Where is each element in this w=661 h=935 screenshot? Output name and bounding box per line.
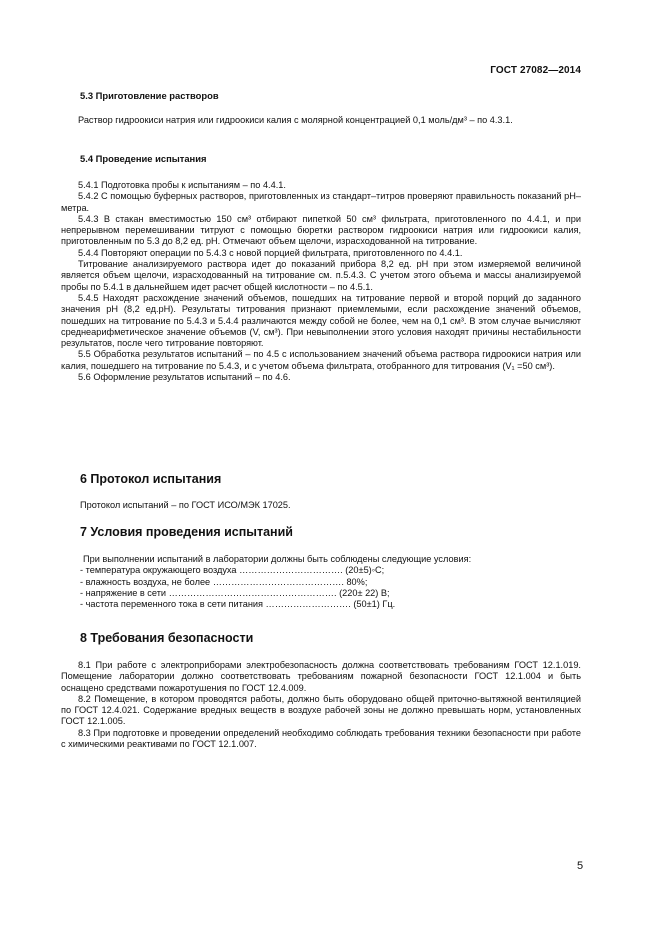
paragraph: 5.4.3 В стакан вместимостью 150 см³ отбирают пипеткой 50 см³ фильтрата, приготовленного по 4.4.1, и при непрерывном перемешивании титруют с помощью бюретки раствором гидроокиси натрия или гидроокиси калия, приготовленным по 5.3 до 8,2 ед. рН. Отмечают объем щелочи, израсходованной на титрование. [61, 213, 581, 247]
section-5-4-title [80, 153, 580, 165]
section-7-heading: 7 Условия проведения испытаний [80, 525, 293, 539]
conditions-intro: При выполнении испытаний в лаборатории должны быть соблюдены следующие условия: [83, 554, 472, 564]
section-5-3-body [61, 115, 581, 126]
paragraph: Титрование анализируемого раствора идет до показаний прибора 8,2 ед. рН при этом измеряемой величиной является объем щелочи, израсходованный на титрование см. п.5.4.3. С учетом этого объема и массы анализируемой пробы по 5.4.1 в дальнейшем идет расчет общей кислотности – по 4.5.1. [61, 259, 581, 292]
paragraph: 5.4.1 Подготовка пробы к испытаниям – по 4.4.1. [78, 180, 286, 190]
paragraph: 5.4.5 Находят расхождение значений объемов, пошедших на титрование первой и второй порций до заданного значения рН (8,2 ед.рН). Результаты титрования признают приемлемыми, если расхождение значений объемов, пошедших на титрование по 5.4.3 и 5.4.4 различаются между собой не более, чем на 0,1 см³. В этом случае вычисляют среднеарифметическое значение объемов (V, см³). При невыполнении этого условия находят причины нестабильности результатов, после чего титрование повторяют. [61, 292, 581, 349]
paragraph: 5.4.4 Повторяют операции по 5.4.3 с новой порцией фильтрата, приготовленного по 4.4.1. [78, 247, 463, 258]
condition-item: - влажность воздуха, не более ……………………………………. 80%; [80, 576, 368, 587]
section-5-3-title [80, 90, 580, 102]
condition-item: - частота переменного тока в сети питания ………………………. (50±1) Гц. [80, 599, 396, 610]
section-5-4-heading: 5.4 Проведение испытания [80, 153, 207, 164]
paragraph: Протокол испытаний – по ГОСТ ИСО/МЭК 17025. [80, 500, 291, 510]
paragraph: 8.2 Помещение, в котором проводятся работы, должно быть оборудовано общей приточно-вытяжной вентиляцией по ГОСТ 12.4.021. Содержание вредных веществ в воздухе рабочей зоны не должно превышать норм, установленных ГОСТ 12.1.005. [61, 693, 581, 727]
condition-item: - напряжение в сети ………………………………………………. (220± 22) В; [80, 587, 390, 598]
section-6-heading: 6 Протокол испытания [80, 472, 222, 486]
condition-item: - температура окружающего воздуха ……………………………. (20±5)◦С; [80, 565, 385, 576]
paragraph: 8.1 При работе с электроприборами электробезопасность должна соответствовать требованиям ГОСТ 12.1.019. Помещение лаборатории должно соответствовать требованиям пожарной безопасности ГОСТ 12.1.004 и быть оснащено средствами пожаротушения по ГОСТ 12.4.009. [61, 660, 581, 693]
paragraph: Раствор гидроокиси натрия или гидроокиси калия с молярной концентрацией 0,1 моль/дм³ – по 4.3.1. [78, 115, 513, 125]
page-number: 5 [577, 860, 584, 872]
paragraph: 8.3 При подготовке и проведении определений необходимо соблюдать требования техники безопасности при работе с химическими реактивами по ГОСТ 12.1.007. [61, 727, 581, 750]
section-8-body [61, 660, 581, 750]
paragraph: 5.5 Обработка результатов испытаний – по 4.5 с использованием значений объема раствора гидроокиси натрия или калия, пошедшего на титрование по 5.4.3, и с учетом объема фильтрата, отобранного для титрования (V₁ =50 см³). [61, 349, 581, 371]
section-5-4-body [61, 180, 581, 383]
section-5-3-heading: 5.3 Приготовление растворов [80, 90, 219, 101]
section-7-body [80, 554, 580, 610]
paragraph: 5.4.2 С помощью буферных растворов, приготовленных из стандарт–титров проверяют правильность показаний рН–метра. [61, 191, 581, 213]
paragraph: 5.6 Оформление результатов испытаний – по 4.6. [78, 372, 291, 383]
section-8-heading: 8 Требования безопасности [80, 631, 254, 645]
section-6-body [80, 500, 580, 511]
document-header: ГОСТ 27082—2014 [490, 65, 581, 76]
